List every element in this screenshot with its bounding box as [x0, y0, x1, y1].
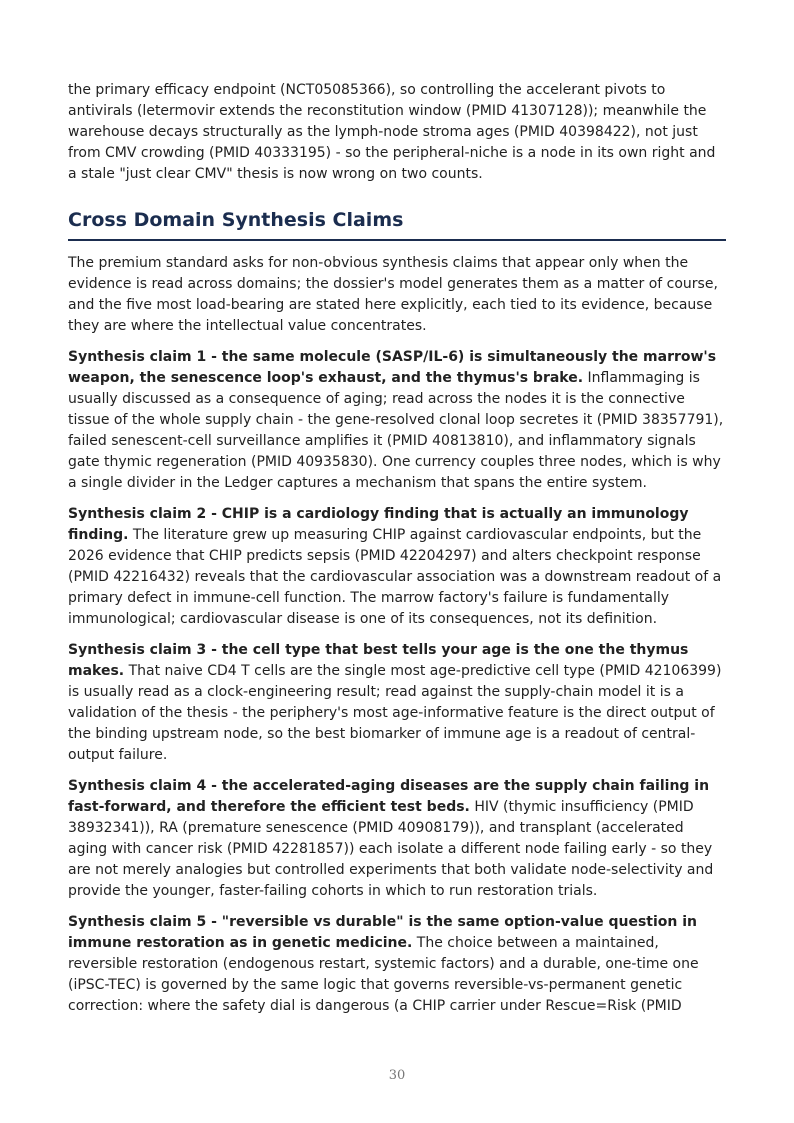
- section-lead-paragraph: The premium standard asks for non-obvious synthesis claims that appear only when the evidence is read across domains; the dossier's model generates them as a matter of course, and the five most load-bearing are stated here explicitly, each tied to its evidence, because they are where the intellectual value concentrates.: [68, 255, 718, 334]
- synthesis-claim-4: [68, 776, 726, 902]
- claim-2-heading: Synthesis claim 2 - CHIP is a cardiology finding that is actually an immunology finding.: [68, 506, 689, 543]
- claim-1-body: Inflammaging is usually discussed as a consequence of aging; read across the nodes it is the connective tissue of the whole supply chain - the gene-resolved clonal loop secretes it (PMID 38357791), failed senescent-cell surveillance amplifies it (PMID 40813810), and inflammatory signals gate thymic regeneration (PMID 40935830). One currency couples three nodes, which is why a single divider in the Ledger captures a mechanism that spans the entire system.: [68, 370, 724, 491]
- intro-paragraph: the primary efficacy endpoint (NCT05085366), so controlling the accelerant pivots to antivirals (letermovir extends the reconstitution window (PMID 41307128)); meanwhile the warehouse decays structurally as the lymph-node stroma ages (PMID 40398422), not just from CMV crowding (PMID 40333195) - so the peripheral-niche is a node in its own right and a stale "just clear CMV" thesis is now wrong on two counts.: [68, 82, 716, 182]
- claim-3-heading: Synthesis claim 3 - the cell type that best tells your age is the one the thymus makes.: [68, 642, 689, 679]
- claim-1-heading: Synthesis claim 1 - the same molecule (SASP/IL-6) is simultaneously the marrow's weapon, the senescence loop's exhaust, and the thymus's brake.: [68, 349, 717, 386]
- claim-4-body: HIV (thymic insufficiency (PMID 38932341)), RA (premature senescence (PMID 40908179)), and transplant (accelerated aging with cancer risk (PMID 42281857)) each isolate a different node failing early - so they are not merely analogies but controlled experiments that both validate node-selectivity and provide the younger, faster-failing cohorts in which to run restoration trials.: [68, 799, 714, 899]
- synthesis-claim-2: [68, 504, 726, 630]
- document-page: [68, 80, 726, 1027]
- synthesis-claim-1: [68, 347, 726, 494]
- section-heading: Cross Domain Synthesis Claims: [68, 207, 726, 241]
- claim-4-heading: Synthesis claim 4 - the accelerated-aging diseases are the supply chain failing in fast-forward, and therefore the efficient test beds.: [68, 778, 710, 815]
- page-number: 30: [388, 1068, 406, 1083]
- claim-5-body: The choice between a maintained, reversible restoration (endogenous restart, systemic factors) and a durable, one-time one (iPSC-TEC) is governed by the same logic that governs reversible-vs-permanent genetic correction: where the safety dial is dangerous (a CHIP carrier under Rescue=Risk (PMID: [68, 935, 699, 1014]
- claim-3-body: That naive CD4 T cells are the single most age-predictive cell type (PMID 42106399) is usually read as a clock-engineering result; read against the supply-chain model it is a validation of the thesis - the periphery's most age-informative feature is the direct output of the binding upstream node, so the best biomarker of immune age is a readout of central-output failure.: [68, 663, 722, 763]
- synthesis-claim-3: [68, 640, 726, 766]
- synthesis-claim-5: [68, 912, 726, 1017]
- claim-5-heading: Synthesis claim 5 - "reversible vs durable" is the same option-value question in immune restoration as in genetic medicine.: [68, 914, 698, 951]
- claim-2-body: The literature grew up measuring CHIP against cardiovascular endpoints, but the 2026 evidence that CHIP predicts sepsis (PMID 42204297) and alters checkpoint response (PMID 42216432) reveals that the cardiovascular association was a downstream readout of a primary defect in immune-cell function. The marrow factory's failure is fundamentally immunological; cardiovascular disease is one of its consequences, not its definition.: [68, 527, 722, 627]
